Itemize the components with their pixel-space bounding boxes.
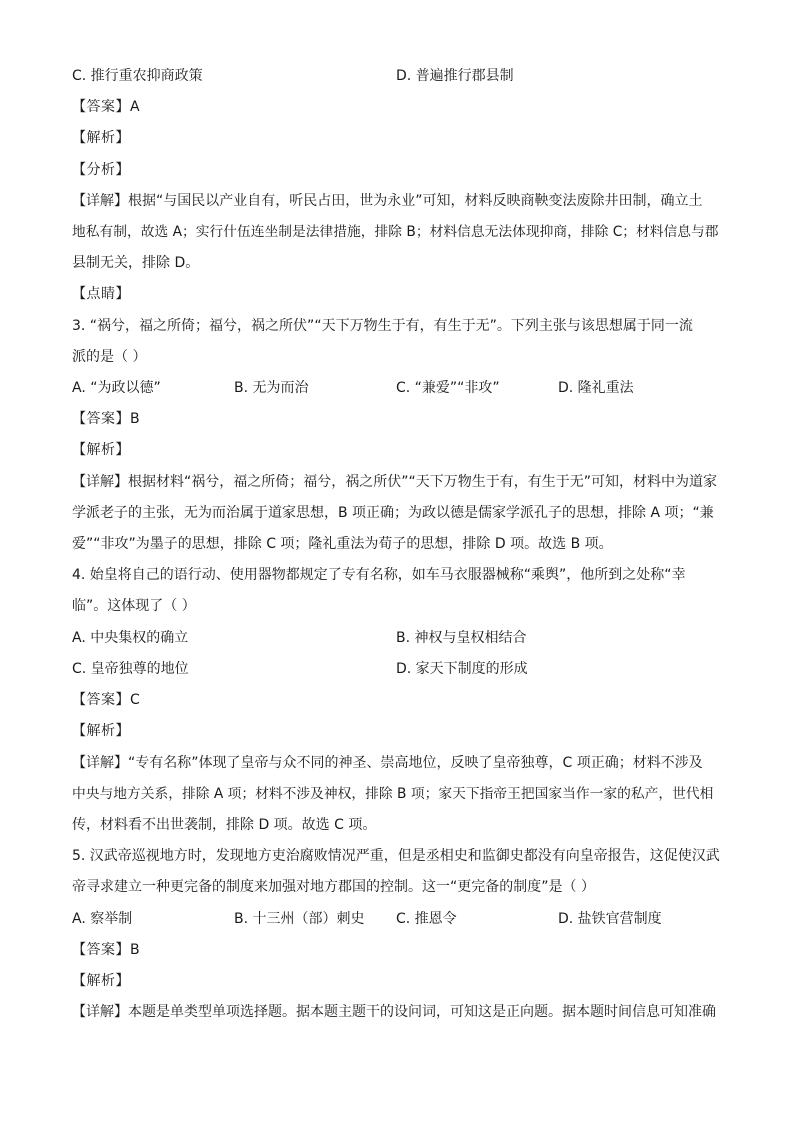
q3-analysis-heading: 【解析】 — [72, 442, 130, 458]
q4-stem-line-1: 4. 始皇将自己的语行动、使用器物都规定了专有名称，如车马衣服器械称“乘舆”，他所到之处称“幸 — [72, 567, 686, 583]
q2-option-c: C. 推行重农抑商政策 — [72, 68, 203, 84]
q2-detail-line-2: 地私有制，故选 A；实行什伍连坐制是法律措施，排除 B；材料信息无法体现抑商，排除 C；材料信息与郡 — [72, 224, 719, 240]
q2-fenxi-heading: 【分析】 — [72, 162, 130, 178]
q2-analysis-heading: 【解析】 — [72, 130, 130, 146]
q5-option-b: B. 十三州（部）刺史 — [234, 911, 365, 927]
q3-detail-line-2: 学派老子的主张，无为而治属于道家思想，B 项正确；为政以德是儒家学派孔子的思想，排除 A 项；“兼 — [72, 505, 714, 521]
q3-stem-line-2: 派的是（ ） — [72, 349, 147, 365]
q4-detail-line-1: 【详解】“专有名称”体现了皇帝与众不同的神圣、崇高地位，反映了皇帝独尊，C 项正确；材料不涉及 — [72, 755, 703, 771]
q5-option-a: A. 察举制 — [72, 911, 133, 927]
q5-option-d: D. 盐铁官营制度 — [558, 911, 662, 927]
q5-answer: 【答案】B — [72, 942, 141, 958]
q2-detail-line-1: 【详解】根据“与国民以产业自有，听民占田，世为永业”可知，材料反映商鞅变法废除井田制，确立土 — [72, 193, 703, 209]
q4-option-b: B. 神权与皇权相结合 — [396, 630, 527, 646]
q4-option-a: A. 中央集权的确立 — [72, 630, 189, 646]
q3-option-d: D. 隆礼重法 — [558, 380, 634, 396]
q4-detail-line-2: 中央与地方关系，排除 A 项；材料不涉及神权，排除 B 项；家天下指帝王把国家当作一家的私产，世代相 — [72, 786, 714, 802]
q4-option-d: D. 家天下制度的形成 — [396, 661, 528, 677]
q5-analysis-heading: 【解析】 — [72, 973, 130, 989]
q3-stem-line-1: 3. “祸兮，福之所倚；福兮，祸之所伏”“天下万物生于有，有生于无”。下列主张与该思想属于同一流 — [72, 318, 693, 334]
q5-option-c: C. 推恩令 — [396, 911, 457, 927]
q3-option-b: B. 无为而治 — [234, 380, 309, 396]
q3-answer: 【答案】B — [72, 411, 141, 427]
q3-option-a: A. “为政以德” — [72, 380, 161, 396]
q3-detail-line-3: 爱”“非攻”为墨子的思想，排除 C 项；隆礼重法为荀子的思想，排除 D 项。故选 B 项。 — [72, 536, 613, 552]
q5-stem-line-1: 5. 汉武帝巡视地方时，发现地方吏治腐败情况严重，但是丞相史和监御史都没有向皇帝报告，这促使汉武 — [72, 848, 720, 864]
q2-detail-line-3: 县制无关，排除 D。 — [72, 255, 200, 271]
q3-detail-line-1: 【详解】根据材料“祸兮，福之所倚；福兮，祸之所伏”“天下万物生于有，有生于无”可知，材料中为道家 — [72, 474, 718, 490]
q4-analysis-heading: 【解析】 — [72, 723, 130, 739]
q5-detail-line-1: 【详解】本题是单类型单项选择题。据本题主题干的设问词，可知这是正向题。据本题时间信息可知准确 — [72, 1004, 716, 1020]
q2-options-row — [72, 66, 203, 86]
q4-detail-line-3: 传，材料看不出世袭制，排除 D 项。故选 C 项。 — [72, 817, 377, 833]
q4-stem-line-2: 临”。这体现了（ ） — [72, 598, 196, 614]
q2-dianjing-heading: 【点睛】 — [72, 286, 130, 302]
q4-option-c: C. 皇帝独尊的地位 — [72, 661, 189, 677]
q2-option-d: D. 普遍推行郡县制 — [396, 68, 514, 84]
q3-option-c: C. “兼爱”“非攻” — [396, 380, 500, 396]
q2-answer: 【答案】A — [72, 99, 141, 115]
q4-answer: 【答案】C — [72, 692, 141, 708]
q5-stem-line-2: 帝寻求建立一种更完备的制度来加强对地方郡国的控制。这一“更完备的制度”是（ ） — [72, 879, 595, 895]
